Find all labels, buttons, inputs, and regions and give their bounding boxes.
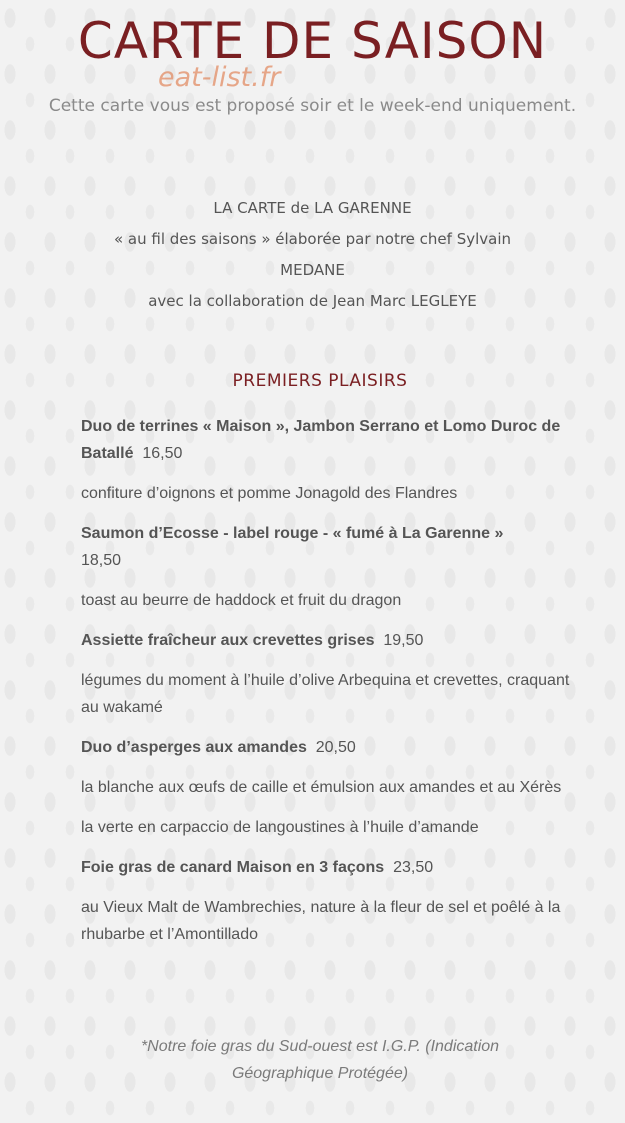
- dish-item: [81, 734, 571, 761]
- intro-line: « au fil des saisons » élaborée par notre chef Sylvain: [113, 230, 512, 248]
- intro-line: avec la collaboration de Jean Marc LEGLEYE: [148, 292, 477, 310]
- dish-price: 16,50: [142, 445, 183, 462]
- intro-line: LA CARTE de LA GARENNE: [213, 199, 412, 217]
- dish-price: 19,50: [383, 632, 424, 649]
- intro-block: [30, 193, 595, 317]
- dish-price: 23,50: [393, 859, 434, 876]
- page-subtitle: Cette carte vous est proposé soir et le week-end uniquement.: [48, 96, 577, 116]
- dish-description: confiture d’oignons et pomme Jonagold des Flandres: [81, 485, 458, 502]
- dish-item: [81, 854, 571, 881]
- dish-description: la verte en carpaccio de langoustines à l’huile d’amande: [81, 819, 479, 836]
- watermark-logo: eat-list.fr: [158, 62, 281, 93]
- footnote: *Notre foie gras du Sud-ouest est I.G.P. (Indication Géographique Protégée): [140, 1038, 500, 1082]
- intro-line: MEDANE: [280, 261, 345, 279]
- dish-name: Duo d’asperges aux amandes: [81, 739, 307, 756]
- dish-description: au Vieux Malt de Wambrechies, nature à la fleur de sel et poêlé à la rhubarbe et l’Amontillado: [81, 899, 561, 943]
- dish-price: 18,50: [81, 552, 122, 569]
- dish-price: 20,50: [315, 739, 356, 756]
- dish-description: toast au beurre de haddock et fruit du dragon: [81, 592, 402, 609]
- dish-name: Assiette fraîcheur aux crevettes grises: [81, 632, 375, 649]
- dish-name: Foie gras de canard Maison en 3 façons: [81, 859, 385, 876]
- dish-description: légumes du moment à l’huile d’olive Arbequina et crevettes, craquant au wakamé: [81, 672, 570, 716]
- dish-list: [81, 413, 571, 961]
- section-title: PREMIERS PLAISIRS: [232, 371, 408, 391]
- dish-name: Saumon d’Ecosse - label rouge - « fumé à La Garenne »: [81, 525, 504, 542]
- dish-name: Duo de terrines « Maison », Jambon Serrano et Lomo Duroc de Batallé: [81, 418, 561, 462]
- dish-item: [81, 413, 571, 467]
- dish-description: la blanche aux œufs de caille et émulsion aux amandes et au Xérès: [81, 779, 562, 796]
- page-title: CARTE DE SAISON: [77, 12, 548, 70]
- dish-item: [81, 520, 571, 574]
- dish-item: [81, 627, 571, 654]
